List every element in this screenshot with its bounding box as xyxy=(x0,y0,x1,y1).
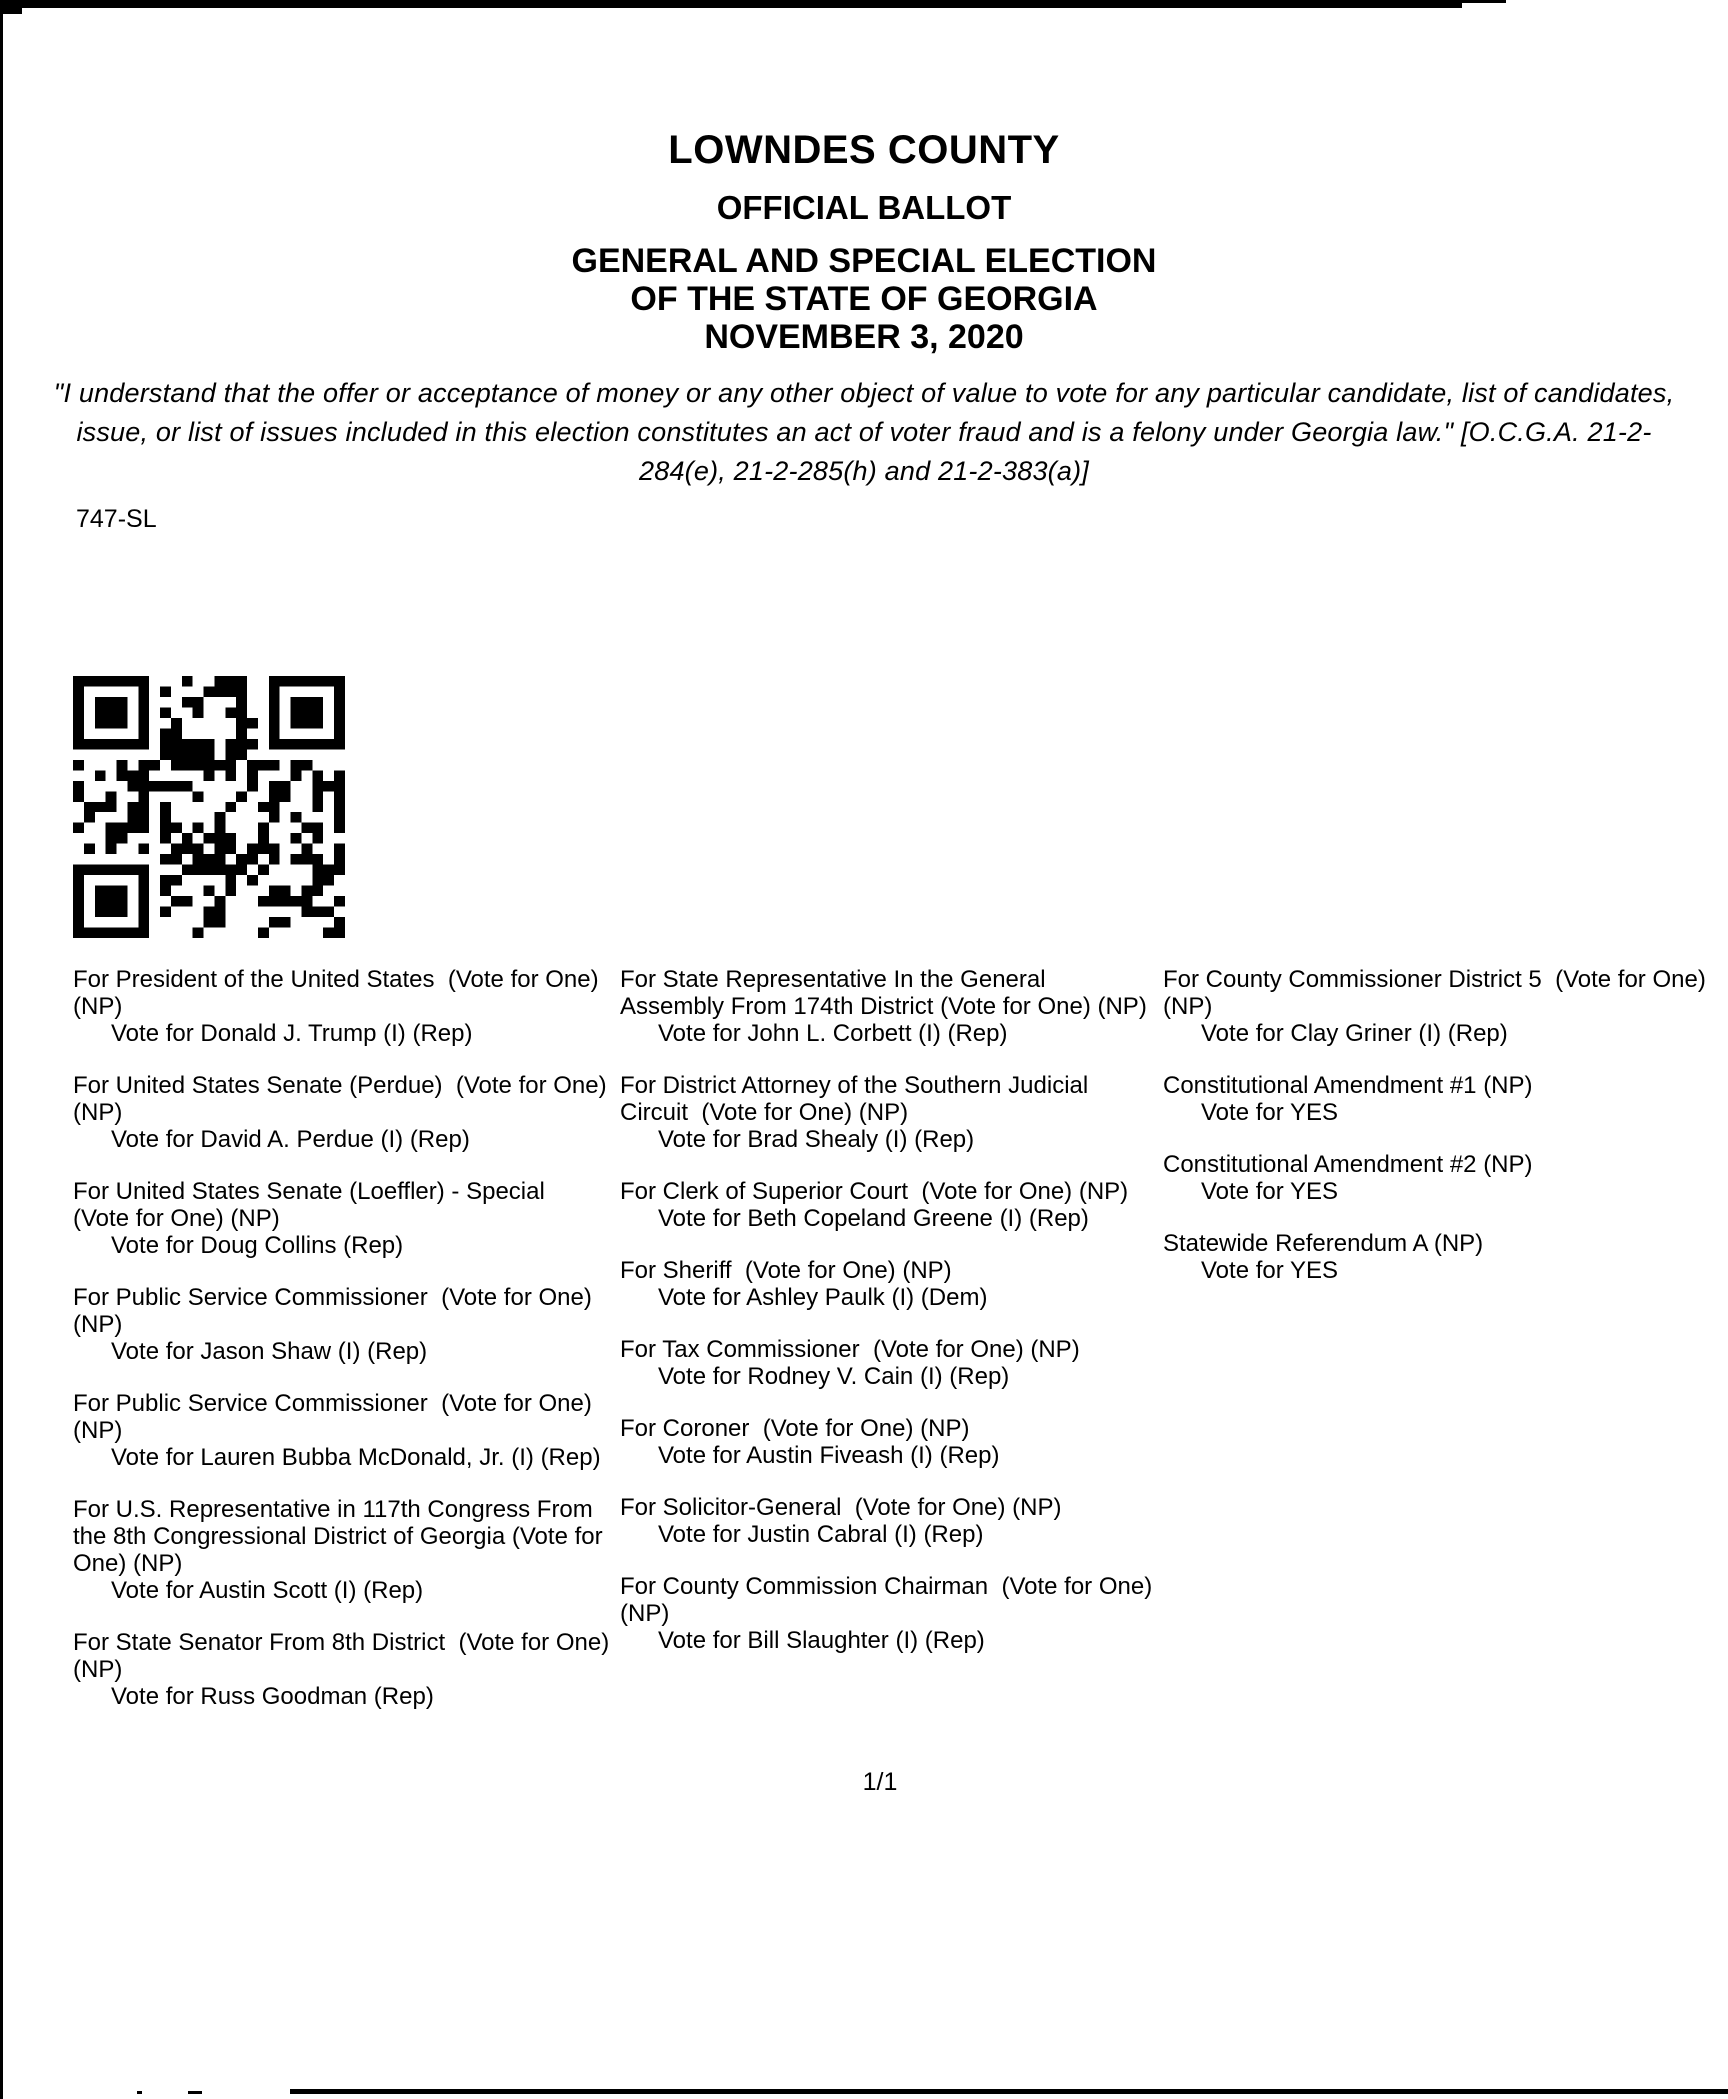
contest-title: For District Attorney of the Southern Judicial Circuit (Vote for One) (NP) xyxy=(620,1072,1095,1126)
contest-title: For State Representative In the General Assembly From 174th District (Vote for One) (NP) xyxy=(620,966,1147,1020)
contest-item xyxy=(620,1336,1153,1390)
contest-title: For Tax Commissioner (Vote for One) (NP) xyxy=(620,1336,1080,1363)
contest-item xyxy=(73,1178,610,1259)
contest-title: For Public Service Commissioner (Vote for One) (NP) xyxy=(73,1390,599,1444)
contest-title: For United States Senate (Loeffler) - Special (Vote for One) (NP) xyxy=(73,1178,559,1232)
page-number: 1/1 xyxy=(862,1768,898,1796)
contest-column-3 xyxy=(1163,966,1728,1735)
contest-vote: Vote for Ashley Paulk (I) (Dem) xyxy=(658,1284,988,1311)
contest-vote: Vote for Donald J. Trump (I) (Rep) xyxy=(111,1020,473,1047)
contest-vote: Vote for YES xyxy=(1201,1099,1338,1126)
election-title-line1: GENERAL AND SPECIAL ELECTION xyxy=(571,242,1157,280)
fraud-disclaimer: "I understand that the offer or acceptance of money or any other object of value to vote for any particular candidate, list of candidates, issue, or list of issues included in this election constitutes an act of voter fraud and is a felony under Georgia law." [O.C.G.A. 21-2-284(e), 21-2-285(h) and 21-2-383(a)] xyxy=(53,378,1675,486)
contest-title: Constitutional Amendment #2 (NP) xyxy=(1163,1151,1533,1178)
contest-title: For Sheriff (Vote for One) (NP) xyxy=(620,1257,952,1284)
contest-vote: Vote for YES xyxy=(1201,1257,1338,1284)
contest-vote: Vote for Bill Slaughter (I) (Rep) xyxy=(658,1627,985,1654)
contest-title: For President of the United States (Vote for One) (NP) xyxy=(73,966,606,1020)
contest-vote: Vote for Justin Cabral (I) (Rep) xyxy=(658,1521,984,1548)
contest-item xyxy=(73,1072,614,1153)
contest-vote: Vote for Brad Shealy (I) (Rep) xyxy=(658,1126,975,1153)
contest-item xyxy=(1163,1151,1728,1205)
contest-item xyxy=(73,1496,610,1604)
contest-title: For United States Senate (Perdue) (Vote for One) (NP) xyxy=(73,1072,614,1126)
contest-vote: Vote for YES xyxy=(1201,1178,1338,1205)
qr-code xyxy=(73,676,345,938)
contest-title: For U.S. Representative in 117th Congress From the 8th Congressional District of Georgia (Vote for One) (NP) xyxy=(73,1496,610,1577)
election-title xyxy=(0,242,1728,356)
scan-artifact-bottom-line xyxy=(290,2089,1728,2094)
contest-item xyxy=(73,1629,616,1710)
contest-vote: Vote for Jason Shaw (I) (Rep) xyxy=(111,1338,428,1365)
ballot-header xyxy=(0,128,1728,356)
contest-title: For Solicitor-General (Vote for One) (NP) xyxy=(620,1494,1062,1521)
contest-title: For State Senator From 8th District (Vote for One) (NP) xyxy=(73,1629,616,1683)
contest-vote: Vote for John L. Corbett (I) (Rep) xyxy=(658,1020,1008,1047)
contest-title: For County Commissioner District 5 (Vote for One) (NP) xyxy=(1163,966,1713,1020)
contest-item xyxy=(73,1390,610,1471)
contest-title: For Clerk of Superior Court (Vote for One) (NP) xyxy=(620,1178,1129,1205)
contest-item xyxy=(620,1072,1153,1153)
ballot-style-code: 747-SL xyxy=(76,505,157,533)
contest-vote: Vote for Lauren Bubba McDonald, Jr. (I) (Rep) xyxy=(111,1444,601,1471)
ballot-type-title: OFFICIAL BALLOT xyxy=(716,189,1012,226)
contest-title: For Public Service Commissioner (Vote for One) (NP) xyxy=(73,1284,599,1338)
scan-artifact-top-right-line xyxy=(1462,0,1506,3)
contest-item xyxy=(73,966,610,1047)
contest-item xyxy=(73,1284,610,1365)
contest-item xyxy=(620,1573,1159,1654)
contest-item xyxy=(620,1494,1153,1548)
contest-vote: Vote for Beth Copeland Greene (I) (Rep) xyxy=(658,1205,1089,1232)
contest-vote: Vote for Doug Collins (Rep) xyxy=(111,1232,404,1259)
contest-item xyxy=(620,1178,1153,1232)
election-title-line2: OF THE STATE OF GEORGIA xyxy=(630,280,1098,318)
contest-item xyxy=(620,966,1153,1047)
contest-vote: Vote for Rodney V. Cain (I) (Rep) xyxy=(658,1363,1010,1390)
contest-column-1 xyxy=(73,966,616,1735)
contest-item xyxy=(1163,1230,1728,1284)
scan-artifact-top-left-notch xyxy=(0,0,22,14)
contest-vote: Vote for Russ Goodman (Rep) xyxy=(111,1683,434,1710)
contest-columns xyxy=(73,966,1728,1735)
contest-item xyxy=(1163,966,1728,1047)
contest-vote: Vote for Clay Griner (I) (Rep) xyxy=(1201,1020,1508,1047)
scan-artifact-top-bar xyxy=(0,0,1462,8)
contest-item xyxy=(620,1257,1153,1311)
contest-item xyxy=(1163,1072,1728,1126)
county-title: LOWNDES COUNTY xyxy=(668,128,1060,172)
scan-artifact-bottom-dash-1 xyxy=(137,2091,142,2094)
election-date: NOVEMBER 3, 2020 xyxy=(704,318,1024,356)
scan-artifact-bottom-dash-2 xyxy=(188,2091,202,2094)
contest-vote: Vote for Austin Fiveash (I) (Rep) xyxy=(658,1442,1000,1469)
contest-title: Statewide Referendum A (NP) xyxy=(1163,1230,1484,1257)
contest-vote: Vote for David A. Perdue (I) (Rep) xyxy=(111,1126,470,1153)
contest-title: For County Commission Chairman (Vote for One) (NP) xyxy=(620,1573,1159,1627)
contest-column-2 xyxy=(620,966,1159,1735)
contest-item xyxy=(620,1415,1153,1469)
contest-title: For Coroner (Vote for One) (NP) xyxy=(620,1415,970,1442)
contest-title: Constitutional Amendment #1 (NP) xyxy=(1163,1072,1533,1099)
contest-vote: Vote for Austin Scott (I) (Rep) xyxy=(111,1577,424,1604)
